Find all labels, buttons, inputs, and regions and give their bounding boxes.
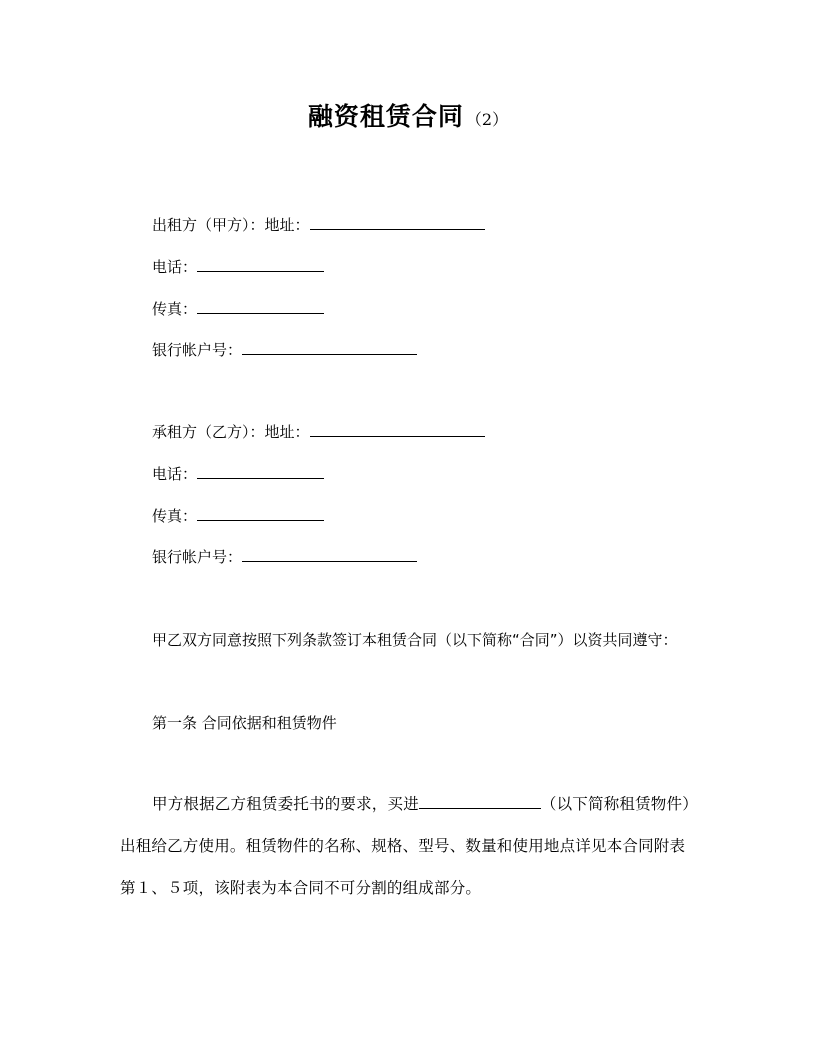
lessee-bank-line [152,547,417,567]
lessee-bank-blank [242,547,417,562]
lessor-fax-blank [197,299,324,314]
lessor-fax-label: 传真： [152,300,198,318]
lessee-fax-blank [197,506,324,521]
lessee-bank-label: 银行帐户号： [152,548,243,566]
lessee-phone-label: 电话： [152,465,198,483]
title-main: 融资租赁合同 [307,102,464,131]
intro-paragraph: 甲乙双方同意按照下列条款签订本租赁合同（以下简称“合同”）以资共同遵守： [152,631,678,649]
document-title [0,97,816,133]
title-number: （2） [465,110,509,129]
lessor-bank-line [152,340,417,360]
lessee-fax-label: 传真： [152,507,198,525]
lessee-phone-blank [197,464,324,479]
lessee-fax-line [152,506,324,526]
lessor-address-line [152,215,485,235]
lessor-phone-blank [197,257,324,272]
lessor-bank-label: 银行帐户号： [152,341,243,359]
lessor-bank-blank [242,340,417,355]
article-1-text-before: 甲方根据乙方租赁委托书的要求，买进 [152,795,419,813]
lessee-phone-line [152,464,324,484]
lessor-address-label: 出租方（甲方）：地址： [152,216,310,234]
lessor-phone-line [152,257,324,277]
lessor-fax-line [152,299,324,319]
lessee-address-blank [310,422,485,437]
leased-item-blank [419,794,541,809]
lessor-address-blank [310,215,485,230]
lessor-phone-label: 电话： [152,258,198,276]
article-1-heading: 第一条 合同依据和租赁物件 [152,714,337,732]
lessee-address-label: 承租方（乙方）：地址： [152,423,310,441]
lessee-address-line [152,422,485,442]
article-1-text-after: （以下简称租赁物件）出租给乙方使用。租赁物件的名称、规格、型号、数量和使用地点详见本合同附表第１、５项，该附表为本合同不可分割的组成部分。 [120,795,698,897]
article-1-body [120,783,698,909]
